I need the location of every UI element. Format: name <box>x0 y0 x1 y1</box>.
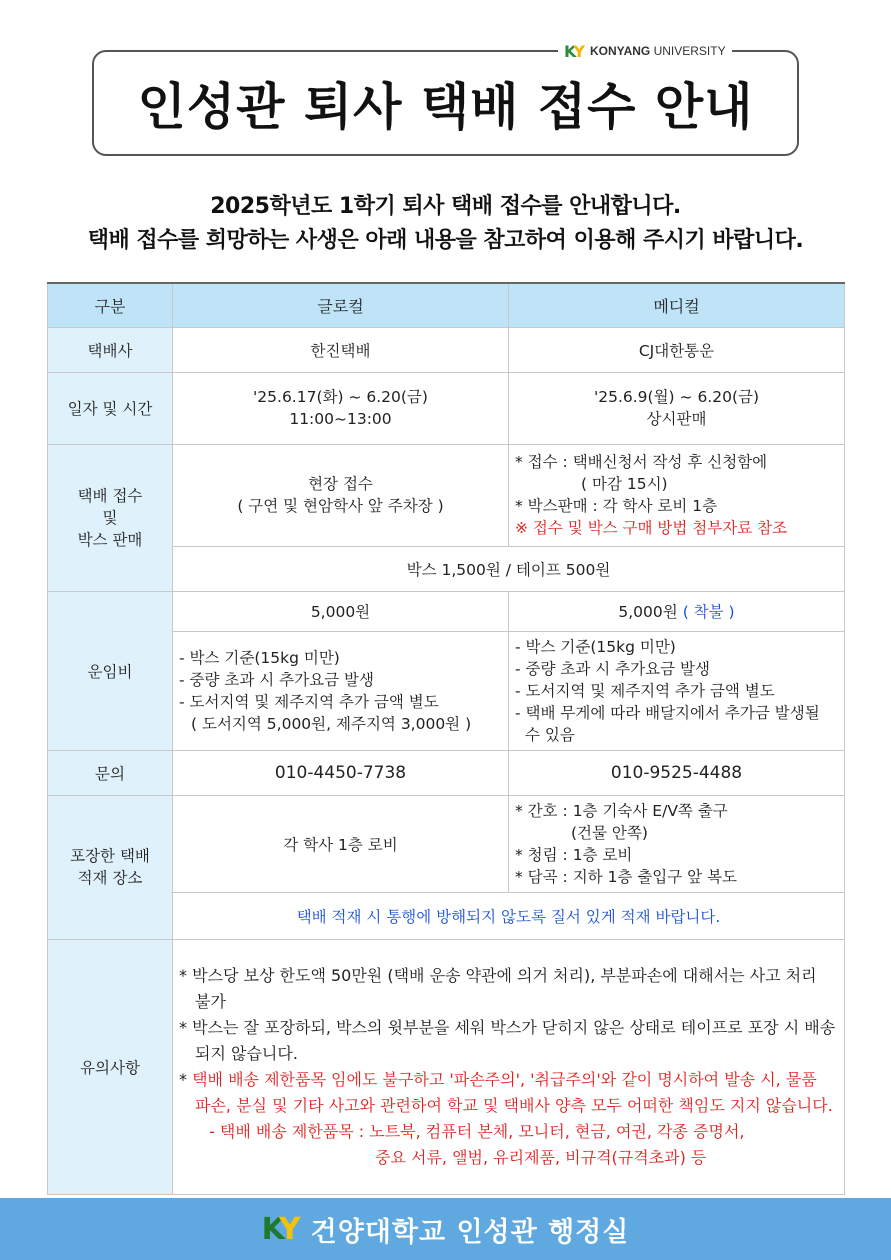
page-title: 인성관 퇴사 택배 접수 안내 <box>137 78 754 136</box>
caution-list <box>173 939 845 1194</box>
table-row <box>48 444 845 546</box>
reception-label: 택배 접수 및 박스 판매 <box>48 444 173 591</box>
restricted-items-1: - 택배 배송 제한품목 : 노트북, 컴퓨터 본체, 모니터, 현금, 여권, 각종 증명서, <box>209 1121 745 1141</box>
schedule-medical: '25.6.9(월) ~ 6.20(금) 상시판매 <box>509 372 845 444</box>
footer-text: 건양대학교 인성관 행정실 <box>310 1216 630 1248</box>
table-header-row <box>48 283 845 327</box>
schedule-label: 일자 및 시간 <box>48 372 173 444</box>
fee-medical-price: 5,000원 ( 착불 ) <box>509 591 845 631</box>
courier-medical: CJ대한통운 <box>509 327 845 372</box>
table-row <box>48 372 845 444</box>
table-row <box>48 591 845 631</box>
konyang-logo: K Y <box>564 41 585 61</box>
storage-medical: * 간호 : 1층 기숙사 E/V쪽 출구 (건물 안쪽) * 청림 : 1층 로비 * 담곡 : 지하 1층 출입구 앞 복도 <box>509 795 845 892</box>
contact-glocal: 010-4450-7738 <box>173 750 509 795</box>
contact-label: 문의 <box>48 750 173 795</box>
header-medical: 메디컬 <box>509 283 845 327</box>
list-item: * 박스당 보상 한도액 50만원 (택배 운송 약관에 의거 처리), 부분파손에 대해서는 사고 처리 불가 <box>179 965 817 1011</box>
contact-medical: 010-9525-4488 <box>509 750 845 795</box>
table-row <box>48 795 845 892</box>
table-row <box>48 750 845 795</box>
header-category: 구분 <box>48 283 173 327</box>
fee-medical-notes: - 박스 기준(15kg 미만) - 중량 초과 시 추가요금 발생 - 도서지역 및 제주지역 추가 금액 별도 - 택배 무게에 따라 배달지에서 추가금 발생될 수 있음 <box>509 631 845 750</box>
reception-medical-note: ※ 접수 및 박스 구매 방법 첨부자료 참조 <box>515 519 788 537</box>
storage-label: 포장한 택배 적재 장소 <box>48 795 173 939</box>
konyang-footer-logo: K Y <box>261 1211 301 1247</box>
storage-glocal: 각 학사 1층 로비 <box>173 795 509 892</box>
fee-glocal-notes: - 박스 기준(15kg 미만) - 중량 초과 시 추가요금 발생 - 도서지역 및 제주지역 추가 금액 별도 ( 도서지역 5,000원, 제주지역 3,000원 ) <box>173 631 509 750</box>
storage-notice: 택배 적재 시 통행에 방해되지 않도록 질서 있게 적재 바랍니다. <box>173 892 845 939</box>
title-box <box>92 50 799 156</box>
box-price: 박스 1,500원 / 테이프 500원 <box>173 546 845 591</box>
intro-line-1: 2025학년도 1학기 퇴사 택배 접수를 안내합니다. <box>210 194 681 219</box>
list-item: * 박스는 잘 포장하되, 박스의 윗부분을 세워 박스가 닫히지 않은 상태로 테이프로 포장 시 배송되지 않습니다. <box>179 1017 836 1063</box>
courier-glocal: 한진택배 <box>173 327 509 372</box>
table-row <box>48 327 845 372</box>
list-item: * 택배 배송 제한품목 임에도 불구하고 '파손주의', '취급주의'와 같이 명시하여 발송 시, 물품 파손, 분실 및 기타 사고와 관련하여 학교 및 택배사 양측 모두 어떠한 책임도 지지 않습니다. <box>179 1069 833 1115</box>
table-row <box>48 939 845 1194</box>
reception-glocal: 현장 접수 ( 구연 및 현암학사 앞 주차장 ) <box>173 444 509 546</box>
info-table <box>47 282 845 1195</box>
courier-label: 택배사 <box>48 327 173 372</box>
intro <box>0 190 891 258</box>
intro-line-2: 택배 접수를 희망하는 사생은 아래 내용을 참고하여 이용해 주시기 바랍니다. <box>87 228 804 253</box>
footer-bar <box>0 1198 891 1260</box>
header-glocal: 글로컬 <box>173 283 509 327</box>
brand-name: KONYANG UNIVERSITY <box>590 44 726 58</box>
schedule-glocal: '25.6.17(화) ~ 6.20(금) 11:00~13:00 <box>173 372 509 444</box>
brand-mark <box>558 40 732 62</box>
fee-glocal-price: 5,000원 <box>173 591 509 631</box>
fee-label: 운임비 <box>48 591 173 750</box>
caution-label: 유의사항 <box>48 939 173 1194</box>
reception-medical: * 접수 : 택배신청서 작성 후 신청함에 ( 마감 15시) * 박스판매 : 각 학사 로비 1층 ※ 접수 및 박스 구매 방법 첨부자료 참조 <box>509 444 845 546</box>
restricted-items-2: 중요 서류, 앨범, 유리제품, 비규격(규격초과) 등 <box>375 1147 707 1167</box>
